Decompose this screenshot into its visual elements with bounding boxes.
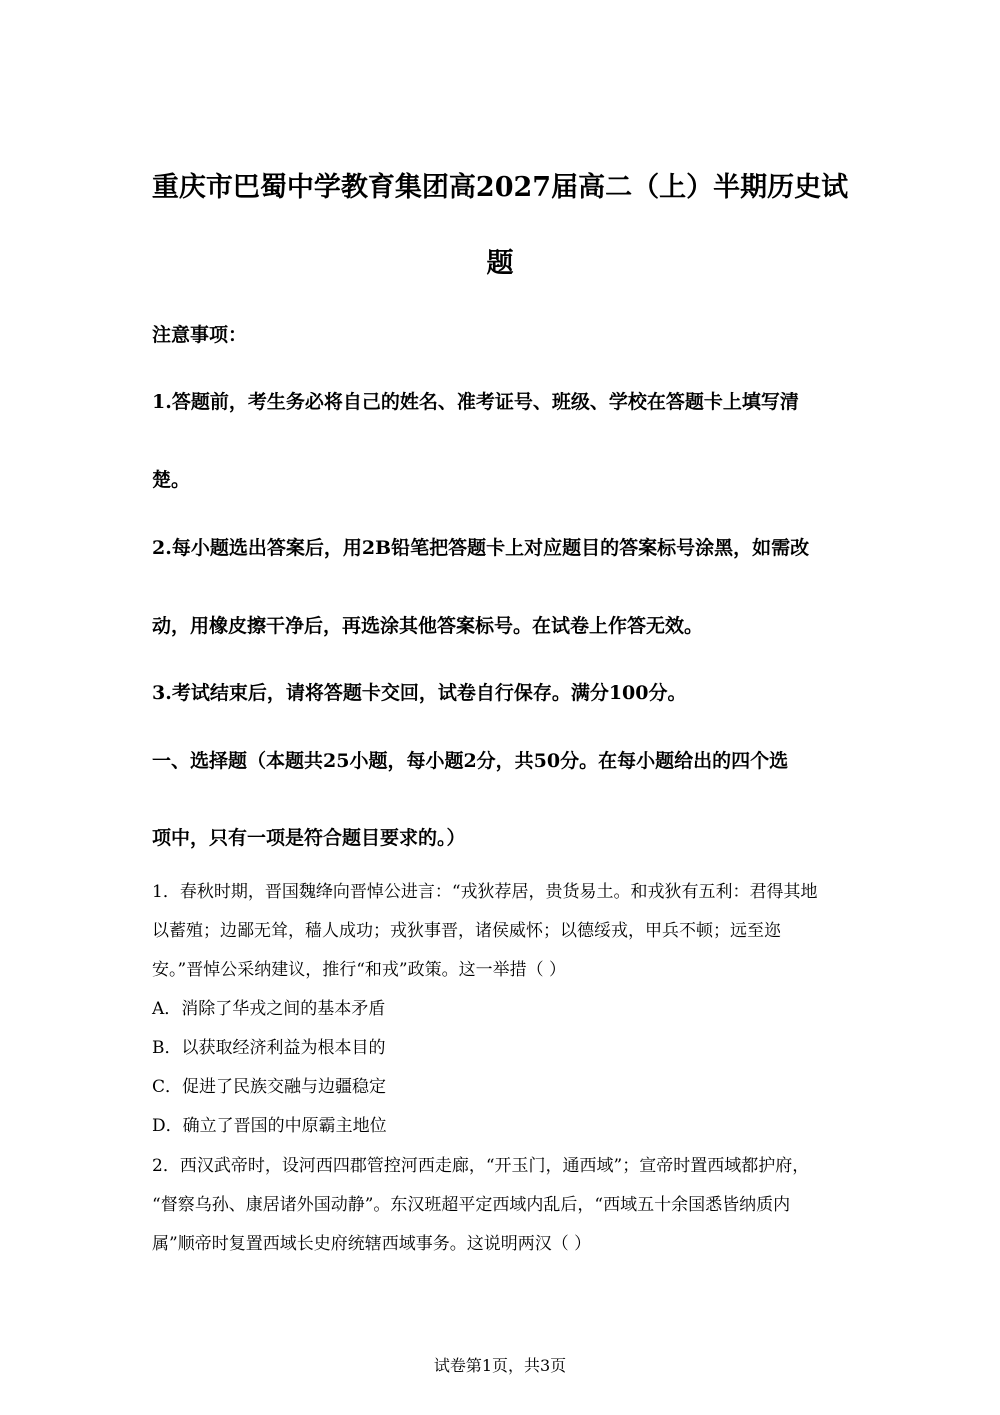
- question-1-line-1: 1．春秋时期，晋国魏绛向晋悼公进言：“戎狄荐居，贵货易土。和戎狄有五利：君得其地: [152, 882, 818, 902]
- question-1-line-3: 安。”晋悼公采纳建议，推行“和戎”政策。这一举措（ ）: [152, 960, 566, 980]
- section-1-heading-line-1: 一、选择题（本题共25小题，每小题2分，共50分。在每小题给出的四个选: [152, 750, 789, 772]
- question-2-line-2: “督察乌孙、康居诸外国动静”。东汉班超平定西域内乱后，“西域五十余国悉皆纳质内: [152, 1195, 791, 1215]
- question-1-option-c: C．促进了民族交融与边疆稳定: [152, 1077, 387, 1097]
- page-footer: 试卷第1页，共3页: [433, 1356, 567, 1375]
- question-2-line-3: 属”顺帝时复置西域长史府统辖西域事务。这说明两汉（ ）: [152, 1234, 592, 1254]
- question-1-option-d: D．确立了晋国的中原霸主地位: [152, 1116, 387, 1136]
- notice-heading: 注意事项：: [152, 324, 248, 346]
- question-1-option-b: B．以获取经济利益为根本目的: [152, 1038, 386, 1058]
- notice-item-1-line-1: 1.答题前，考生务必将自己的姓名、准考证号、班级、学校在答题卡上填写清: [152, 391, 799, 413]
- question-2-line-1: 2．西汉武帝时，设河西四郡管控河西走廊，“开玉门，通西域”；宣帝时置西域都护府，: [152, 1156, 810, 1176]
- notice-item-3: 3.考试结束后，请将答题卡交回，试卷自行保存。满分100分。: [152, 682, 687, 704]
- section-1-heading-line-2: 项中，只有一项是符合题目要求的。）: [152, 827, 466, 849]
- exam-title-line-2: 题: [486, 248, 514, 279]
- exam-title-line-1: 重庆市巴蜀中学教育集团高2027届高二（上）半期历史试: [151, 172, 849, 203]
- notice-item-1-line-2: 楚。: [152, 469, 191, 491]
- question-1-option-a: A．消除了华戎之间的基本矛盾: [152, 999, 386, 1019]
- question-1-line-2: 以蓄殖；边鄙无耸，穑人成功；戎狄事晋，诸侯威怀；以德绥戎，甲兵不顿；远至迩: [152, 921, 781, 941]
- notice-item-2-line-2: 动，用橡皮擦干净后，再选涂其他答案标号。在试卷上作答无效。: [152, 615, 704, 637]
- notice-item-2-line-1: 2.每小题选出答案后，用2B铅笔把答题卡上对应题目的答案标号涂黑，如需改: [152, 537, 810, 559]
